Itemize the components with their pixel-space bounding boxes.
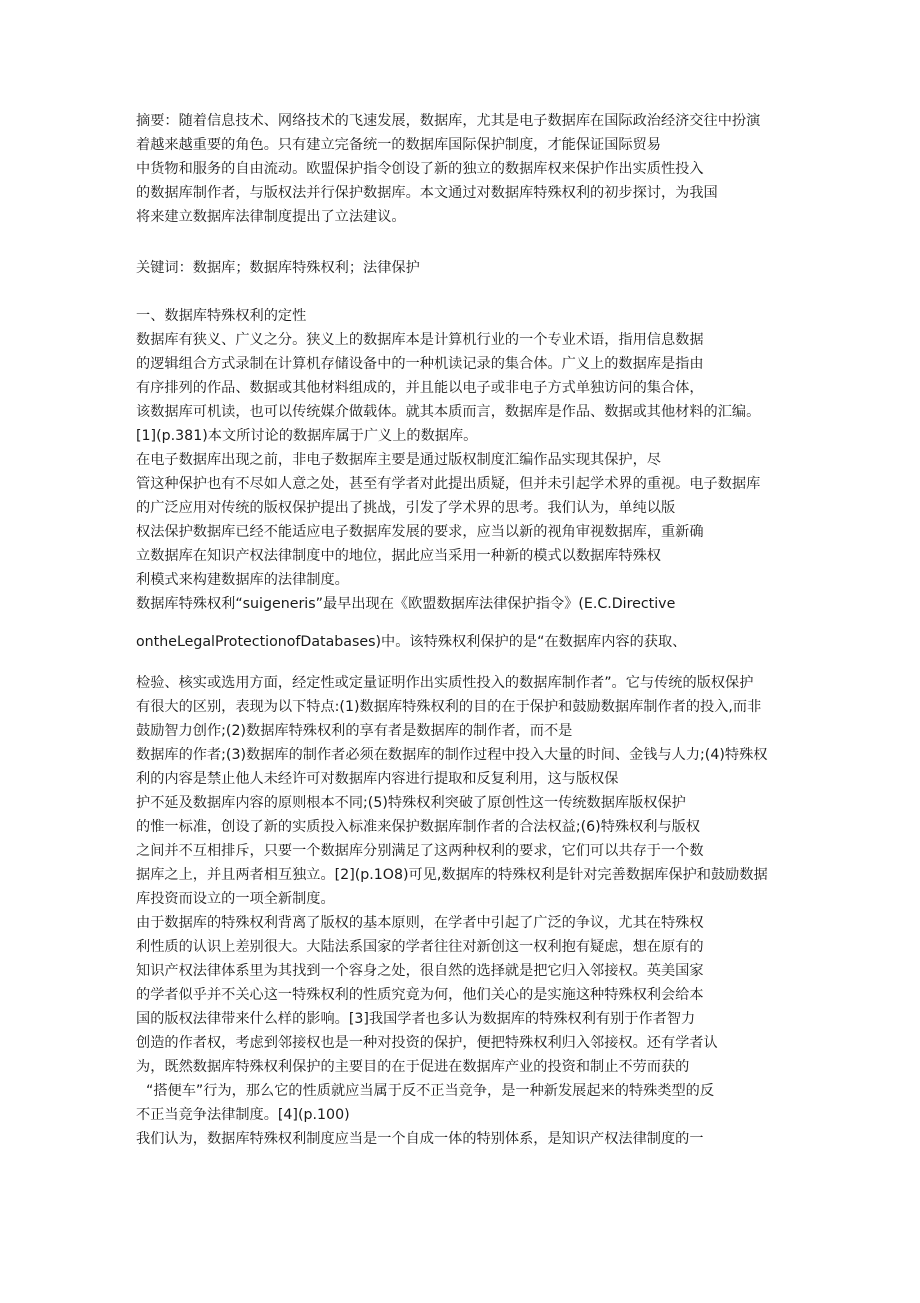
- body-line: 检验、核实或选用方面，经定性或定量证明作出实质性投入的数据库制作者”。它与传统的版权保护: [136, 675, 754, 691]
- body-line: 立数据库在知识产权法律制度中的地位，据此应当采用一种新的模式以数据库特殊权: [136, 548, 661, 564]
- keywords: 关键词：数据库；数据库特殊权利；法律保护: [136, 260, 420, 276]
- abstract-line: 的数据库制作者，与版权法并行保护数据库。本文通过对数据库特殊权利的初步探讨，为我国: [136, 185, 718, 201]
- body-line: 知识产权法律体系里为其找到一个容身之处，很自然的选择就是把它归入邻接权。英美国家: [136, 963, 704, 979]
- body-line: 利模式来构建数据库的法律制度。: [136, 572, 349, 588]
- body-line: ontheLegalProtectionofDatabases)中。该特殊权利保护的是“在数据库内容的获取、: [136, 634, 687, 650]
- abstract-line: 着越来越重要的角色。只有建立完备统一的数据库国际保护制度，才能保证国际贸易: [136, 137, 661, 153]
- body-line: 有序排列的作品、数据或其他材料组成的，并且能以电子或非电子方式单独访问的集合体，: [136, 380, 704, 396]
- body-line: 鼓励智力创作;(2)数据库特殊权利的享有者是数据库的制作者，而不是: [136, 723, 573, 739]
- body-line: “搭便车”行为，那么它的性质就应当属于反不正当竞争，是一种新发展起来的特殊类型的反: [146, 1083, 715, 1099]
- body-line: 的学者似乎并不关心这一特殊权利的性质究竟为何，他们关心的是实施这种特殊权利会给本: [136, 987, 704, 1003]
- body-line: 数据库特殊权利“suigeneris”最早出现在《欧盟数据库法律保护指令》(E.C.Directive: [136, 596, 676, 612]
- section-title: 一、数据库特殊权利的定性: [136, 308, 307, 324]
- body-line: 为，既然数据库特殊权利保护的主要目的在于促进在数据库产业的投资和制止不劳而获的: [136, 1059, 690, 1075]
- body-line: 库投资而设立的一项全新制度。: [136, 891, 335, 907]
- body-line: 不正当竞争法律制度。[4](p.100): [136, 1107, 350, 1123]
- body-line: 我们认为，数据库特殊权利制度应当是一个自成一体的特别体系，是知识产权法律制度的一: [136, 1131, 704, 1147]
- body-line: 的广泛应用对传统的版权保护提出了挑战，引发了学术界的思考。我们认为，单纯以版: [136, 500, 676, 516]
- body-line: 的惟一标准，创设了新的实质投入标准来保护数据库制作者的合法权益;(6)特殊权利与版权: [136, 819, 701, 835]
- body-line: 由于数据库的特殊权利背离了版权的基本原则，在学者中引起了广泛的争议，尤其在特殊权: [136, 915, 704, 931]
- body-line: 管这种保护也有不尽如人意之处，甚至有学者对此提出质疑，但并未引起学术界的重视。电子数据库: [136, 476, 761, 492]
- body-line: [1](p.381)本文所讨论的数据库属于广义上的数据库。: [136, 428, 478, 444]
- body-line: 的逻辑组合方式录制在计算机存储设备中的一种机读记录的集合体。广义上的数据库是指由: [136, 356, 704, 372]
- body-line: 权法保护数据库已经不能适应电子数据库发展的要求，应当以新的视角审视数据库，重新确: [136, 524, 704, 540]
- body-line: 之间并不互相排斥，只要一个数据库分别满足了这两种权利的要求，它们可以共存于一个数: [136, 843, 704, 859]
- abstract-line: 中货物和服务的自由流动。欧盟保护指令创设了新的独立的数据库权来保护作出实质性投入: [136, 161, 704, 177]
- body-line: 有很大的区别，表现为以下特点:(1)数据库特殊权利的目的在于保护和鼓励数据库制作者的投入,而非: [136, 699, 762, 715]
- body-line: 护不延及数据库内容的原则根本不同;(5)特殊权利突破了原创性这一传统数据库版权保护: [136, 795, 686, 811]
- body-line: 利性质的认识上差别很大。大陆法系国家的学者往往对新创这一权利抱有疑虑，想在原有的: [136, 939, 704, 955]
- body-line: 在电子数据库出现之前，非电子数据库主要是通过版权制度汇编作品实现其保护，尽: [136, 452, 661, 468]
- body-line: 国的版权法律带来什么样的影响。[3]我国学者也多认为数据库的特殊权利有别于作者智力: [136, 1011, 696, 1027]
- body-line: 据库之上，并且两者相互独立。[2](p.1O8)可见,数据库的特殊权利是针对完善数据库保护和鼓励数据: [136, 867, 768, 883]
- abstract-line: 将来建立数据库法律制度提出了立法建议。: [136, 209, 406, 225]
- abstract-line: 摘要：随着信息技术、网络技术的飞速发展，数据库，尤其是电子数据库在国际政治经济交往中扮演: [136, 113, 761, 129]
- body-line: 利的内容是禁止他人未经许可对数据库内容进行提取和反复利用，这与版权保: [136, 771, 619, 787]
- body-line: 创造的作者权，考虑到邻接权也是一种对投资的保护，便把特殊权利归入邻接权。还有学者认: [136, 1035, 718, 1051]
- body-line: 数据库有狭义、广义之分。狭义上的数据库本是计算机行业的一个专业术语，指用信息数据: [136, 332, 704, 348]
- body-line: 数据库的作者;(3)数据库的制作者必须在数据库的制作过程中投入大量的时间、金钱与人力;(4)特殊权: [136, 747, 768, 763]
- body-line: 该数据库可机读，也可以传统媒介做载体。就其本质而言，数据库是作品、数据或其他材料的汇编。: [136, 404, 761, 420]
